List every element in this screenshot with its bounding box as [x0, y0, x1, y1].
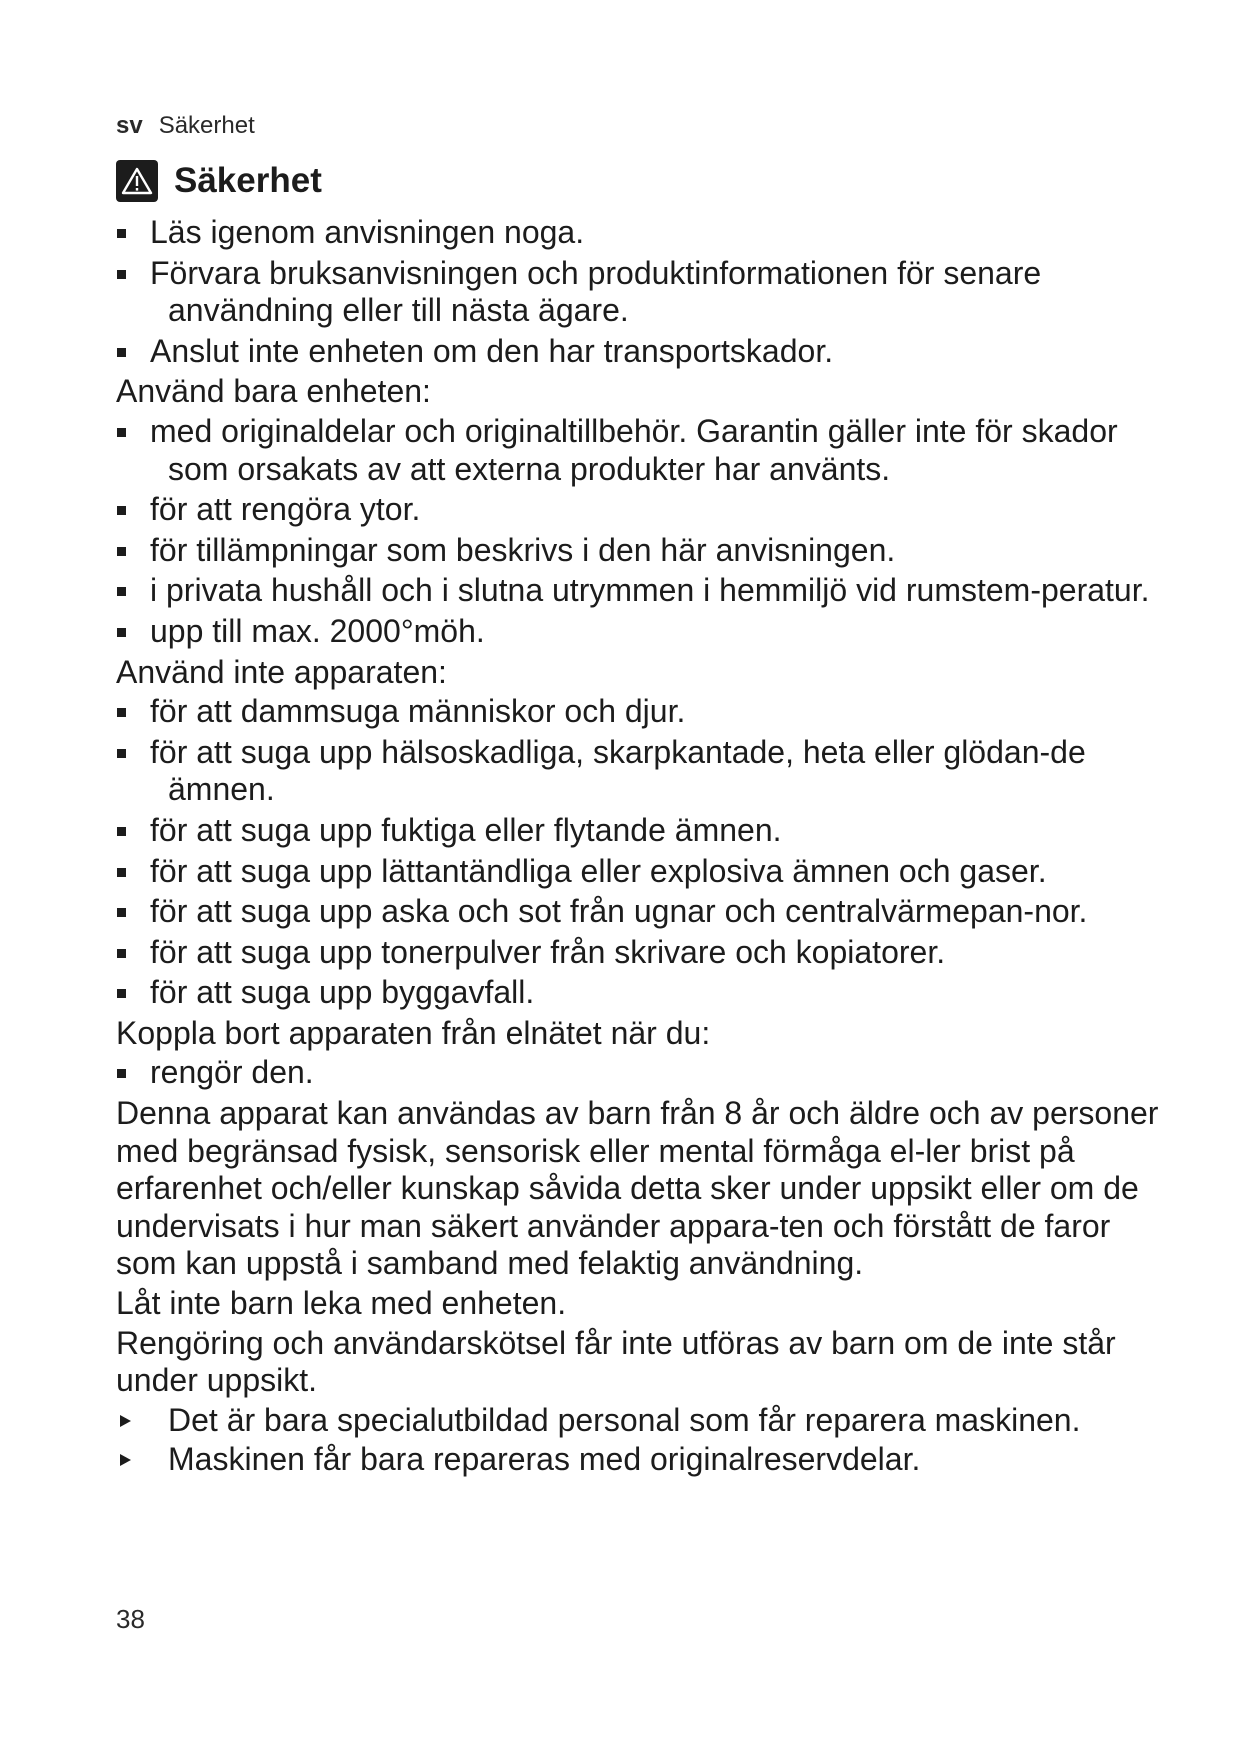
paragraph: Låt inte barn leka med enheten.	[116, 1285, 567, 1322]
page-title: Säkerhet	[174, 161, 322, 200]
bullet-text: för att suga upp lättantändliga eller explosiva ämnen och gaser.	[150, 852, 1047, 889]
bullet-item	[116, 734, 1166, 809]
square-bullet-icon	[117, 827, 126, 836]
bullet-item	[116, 1054, 1166, 1092]
bullet-item	[116, 812, 1166, 850]
bullet-text: för att suga upp hälsoskadliga, skarpkantade, heta eller glödan-de ämnen.	[150, 733, 1086, 808]
bullet-text: för att dammsuga människor och djur.	[150, 693, 686, 730]
header-section-title: Säkerhet	[158, 112, 255, 139]
square-bullet-icon	[117, 506, 126, 515]
square-bullet-icon	[117, 708, 126, 717]
square-bullet-icon	[117, 428, 126, 437]
action-item	[116, 1441, 1166, 1479]
paragraph: Använd inte apparaten:	[116, 653, 447, 690]
triangle-arrow-icon	[120, 1415, 131, 1427]
square-bullet-icon	[117, 229, 126, 238]
safety-content	[116, 214, 1166, 1481]
bullet-text: rengör den.	[150, 1054, 314, 1091]
bullet-text: för tillämpningar som beskrivs i den här anvisningen.	[150, 531, 896, 568]
bullet-item	[116, 333, 1166, 371]
paragraph: Rengöring och användarskötsel får inte utföras av barn om de inte står under uppsikt.	[116, 1324, 1116, 1399]
square-bullet-icon	[117, 949, 126, 958]
bullet-text: för att suga upp byggavfall.	[150, 974, 535, 1011]
bullet-item	[116, 613, 1166, 651]
bullet-text: för att suga upp aska och sot från ugnar och centralvärmepan-nor.	[150, 893, 1088, 930]
square-bullet-icon	[117, 348, 126, 357]
bullet-item	[116, 693, 1166, 731]
square-bullet-icon	[117, 1069, 126, 1078]
square-bullet-icon	[117, 547, 126, 556]
square-bullet-icon	[117, 908, 126, 917]
bullet-item	[116, 491, 1166, 529]
bullet-item	[116, 214, 1166, 252]
bullet-item	[116, 974, 1166, 1012]
bullet-text: i privata hushåll och i slutna utrymmen i hemmiljö vid rumstem-peratur.	[150, 572, 1150, 609]
running-header	[116, 112, 255, 140]
paragraph: Använd bara enheten:	[116, 373, 431, 410]
action-item	[116, 1402, 1166, 1440]
square-bullet-icon	[117, 749, 126, 758]
triangle-arrow-icon	[120, 1454, 131, 1466]
bullet-item	[116, 572, 1166, 610]
action-text: Det är bara specialutbildad personal som får reparera maskinen.	[168, 1401, 1081, 1438]
bullet-text: Förvara bruksanvisningen och produktinformationen för senare användning eller till nästa ägare.	[150, 254, 1042, 329]
action-text: Maskinen får bara repareras med originalreservdelar.	[168, 1441, 921, 1478]
paragraph: Koppla bort apparaten från elnätet när du:	[116, 1014, 711, 1051]
bullet-text: för att suga upp fuktiga eller flytande ämnen.	[150, 811, 782, 848]
bullet-item	[116, 413, 1166, 488]
bullet-item	[116, 853, 1166, 891]
bullet-item	[116, 255, 1166, 330]
bullet-text: Läs igenom anvisningen noga.	[150, 214, 585, 250]
square-bullet-icon	[117, 270, 126, 279]
bullet-text: för att rengöra ytor.	[150, 491, 421, 528]
bullet-item	[116, 532, 1166, 570]
square-bullet-icon	[117, 587, 126, 596]
square-bullet-icon	[117, 868, 126, 877]
paragraph: Denna apparat kan användas av barn från 8 år och äldre och av personer med begränsad fysisk, sensorisk eller mental förmåga el-ler brist på erfarenhet och/eller kunskap såvida detta sker under uppsikt eller om de undervisats i hur man säkert använder appara-ten och förstått de faror som kan uppstå i samband med felaktig användning.	[116, 1095, 1159, 1282]
bullet-text: med originaldelar och originaltillbehör. Garantin gäller inte för skador som orsakats av att externa produkter har använts.	[150, 412, 1118, 487]
square-bullet-icon	[117, 628, 126, 637]
square-bullet-icon	[117, 989, 126, 998]
language-code: sv	[116, 112, 143, 139]
bullet-item	[116, 934, 1166, 972]
bullet-text: för att suga upp tonerpulver från skrivare och kopiatorer.	[150, 933, 946, 970]
warning-triangle-icon	[116, 160, 158, 202]
bullet-item	[116, 893, 1166, 931]
section-heading	[116, 160, 322, 202]
page-number: 38	[116, 1604, 145, 1634]
bullet-text: Anslut inte enheten om den har transportskador.	[150, 332, 834, 369]
bullet-text: upp till max. 2000°möh.	[150, 612, 485, 649]
